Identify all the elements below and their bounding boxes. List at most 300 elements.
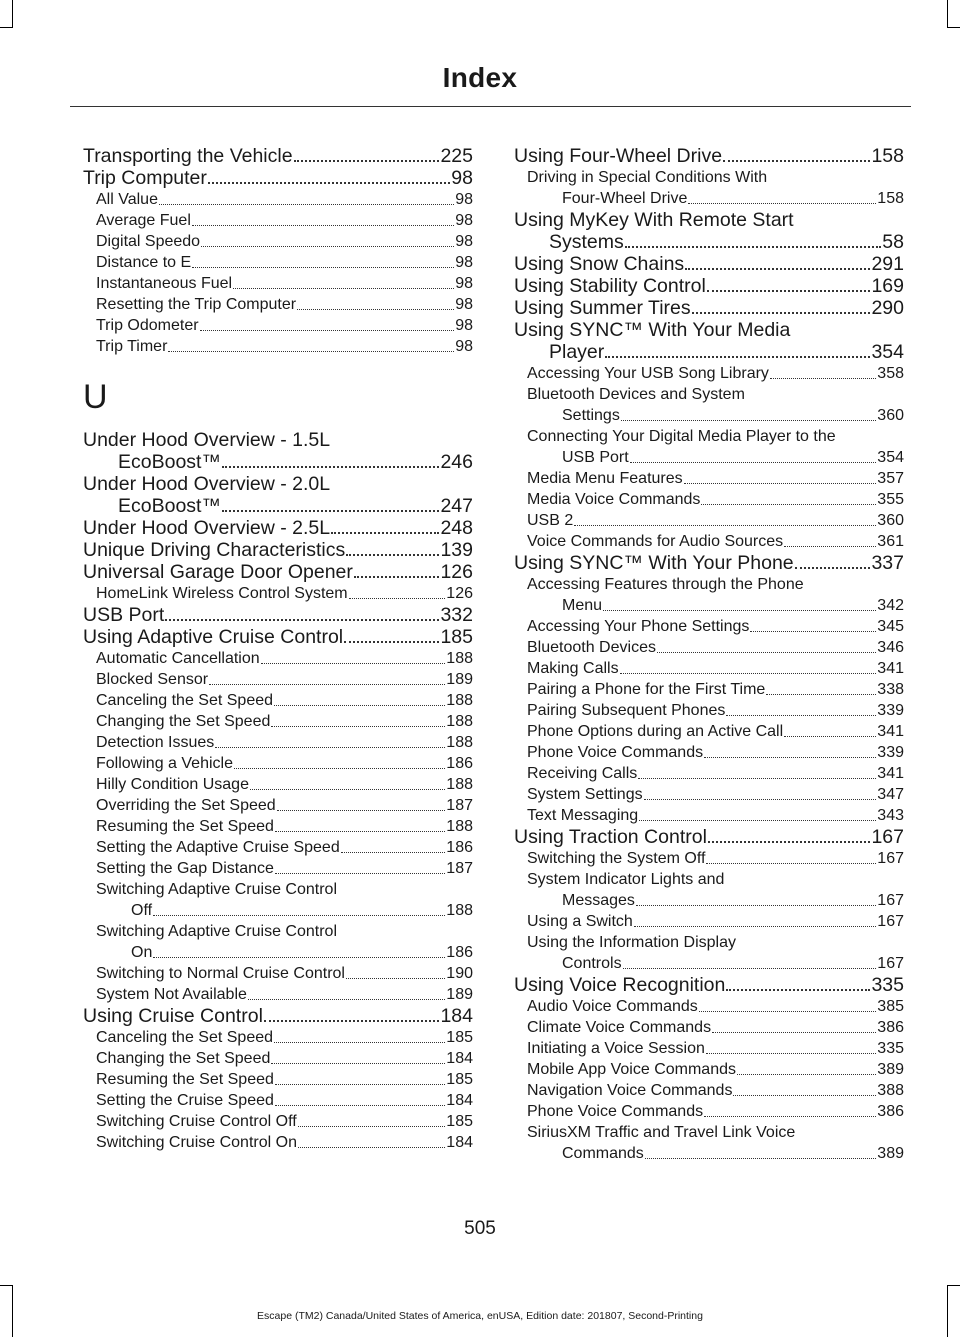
index-entry[interactable] — [514, 253, 904, 275]
entry-page-number: 337 — [871, 552, 904, 574]
entry-text: Using Adaptive Cruise Control — [83, 626, 344, 648]
dot-leader — [271, 725, 445, 727]
entry-page-number: 139 — [440, 539, 473, 561]
entry-text: Connecting Your Digital Media Player to the — [527, 428, 836, 445]
entry-page-number: 341 — [877, 723, 904, 740]
entry-page-number: 185 — [446, 1113, 473, 1130]
index-subentry[interactable] — [83, 1069, 473, 1090]
dot-leader — [168, 350, 454, 352]
dot-leader — [625, 245, 882, 248]
dot-leader — [707, 289, 871, 292]
dot-leader — [297, 308, 454, 310]
index-subentry[interactable] — [514, 616, 904, 637]
index-entry[interactable] — [83, 1005, 473, 1027]
entry-text: System Indicator Lights and — [527, 871, 725, 888]
index-subentry[interactable] — [514, 468, 904, 489]
index-subentry[interactable] — [514, 1122, 904, 1164]
entry-text: Using Summer Tires — [514, 297, 691, 319]
entry-text: Using MyKey With Remote Start — [514, 209, 794, 231]
entry-page-number: 345 — [877, 618, 904, 635]
dot-leader — [346, 977, 445, 979]
index-entry[interactable] — [83, 429, 473, 473]
entry-text-continued: Off — [131, 902, 153, 919]
entry-text-continued: Player — [549, 341, 605, 363]
entry-text: Detection Issues — [96, 734, 215, 751]
dot-leader — [274, 1041, 445, 1043]
entry-page-number: 354 — [877, 449, 904, 466]
entry-text: Switching Cruise Control On — [96, 1134, 297, 1151]
entry-text: Hilly Condition Usage — [96, 776, 249, 793]
entry-text-continued: Settings — [562, 407, 620, 424]
entry-text: Universal Garage Door Opener — [83, 561, 353, 583]
dot-leader — [706, 1052, 876, 1054]
dot-leader — [701, 503, 876, 505]
page-number: 505 — [464, 1218, 496, 1239]
index-entry[interactable] — [83, 145, 473, 167]
index-entry[interactable] — [514, 319, 904, 363]
index-entry[interactable] — [83, 604, 473, 626]
entry-text: Automatic Cancellation — [96, 650, 260, 667]
entry-text: Changing the Set Speed — [96, 1050, 271, 1067]
dot-leader — [704, 756, 876, 758]
crop-mark-bottom-left-h — [0, 1285, 13, 1286]
dot-leader — [261, 662, 446, 664]
entry-text: Resetting the Trip Computer — [96, 296, 297, 313]
entry-page-number: 358 — [877, 365, 904, 382]
crop-mark-bottom-right-h — [947, 1285, 960, 1286]
index-subentry[interactable] — [83, 774, 473, 795]
entry-text: Using Voice Recognition — [514, 974, 726, 996]
dot-leader — [688, 202, 876, 204]
entry-page-number: 98 — [455, 296, 473, 313]
entry-page-number: 389 — [877, 1061, 904, 1078]
index-subentry[interactable] — [514, 911, 904, 932]
index-subentry[interactable] — [83, 583, 473, 604]
dot-leader — [200, 329, 455, 331]
entry-page-number: 126 — [440, 561, 473, 583]
entry-text: Resuming the Set Speed — [96, 818, 274, 835]
index-entry[interactable] — [83, 517, 473, 539]
entry-page-number: 187 — [446, 860, 473, 877]
index-subentry[interactable] — [83, 984, 473, 1005]
crop-mark-top-left-v — [12, 0, 13, 28]
dot-leader — [344, 640, 439, 643]
dot-leader — [250, 788, 445, 790]
index-subentry[interactable] — [514, 932, 904, 974]
entry-page-number: 185 — [440, 626, 473, 648]
dot-leader — [657, 651, 876, 653]
entry-page-number: 291 — [871, 253, 904, 275]
dot-leader — [331, 531, 439, 534]
index-subentry[interactable] — [83, 1090, 473, 1111]
index-entry[interactable] — [514, 974, 904, 996]
index-subentry[interactable] — [83, 858, 473, 879]
entry-text: Text Messaging — [527, 807, 639, 824]
dot-leader — [644, 798, 877, 800]
index-subentry[interactable] — [514, 363, 904, 384]
index-subentry[interactable] — [83, 252, 473, 273]
dot-leader — [733, 1094, 876, 1096]
entry-page-number: 290 — [871, 297, 904, 319]
dot-leader — [264, 1019, 440, 1022]
index-subentry[interactable] — [83, 1027, 473, 1048]
entry-page-number: 225 — [440, 145, 473, 167]
dot-leader — [636, 904, 876, 906]
index-subentry[interactable] — [83, 690, 473, 711]
dot-leader — [750, 630, 876, 632]
index-subentry[interactable] — [514, 1017, 904, 1038]
entry-page-number: 188 — [446, 902, 473, 919]
footer-edition-info: Escape (TM2) Canada/United States of America, enUSA, Edition date: 201807, Second-Printing — [257, 1310, 703, 1322]
crop-mark-top-right-h — [947, 27, 960, 28]
index-subentry[interactable] — [514, 1080, 904, 1101]
entry-page-number: 341 — [877, 765, 904, 782]
index-subentry[interactable] — [514, 658, 904, 679]
entry-page-number: 98 — [455, 338, 473, 355]
index-subentry[interactable] — [514, 721, 904, 742]
entry-text-continued: Menu — [562, 597, 603, 614]
entry-page-number: 98 — [451, 167, 473, 189]
index-subentry[interactable] — [514, 784, 904, 805]
dot-leader — [603, 609, 876, 611]
index-entry[interactable] — [83, 167, 473, 189]
dot-leader — [346, 553, 439, 556]
index-subentry[interactable] — [514, 637, 904, 658]
dot-leader — [201, 245, 454, 247]
entry-text: Using the Information Display — [527, 934, 736, 951]
index-column-right — [514, 145, 904, 1164]
entry-page-number: 339 — [877, 702, 904, 719]
dot-leader — [784, 545, 876, 547]
entry-page-number: 185 — [446, 1029, 473, 1046]
index-subentry[interactable] — [83, 189, 473, 210]
entry-text-continued: EcoBoost™ — [118, 451, 221, 473]
dot-leader — [271, 1062, 445, 1064]
entry-page-number: 248 — [440, 517, 473, 539]
entry-page-number: 158 — [871, 145, 904, 167]
entry-text: Blocked Sensor — [96, 671, 209, 688]
entry-text: Setting the Gap Distance — [96, 860, 274, 877]
entry-text: Using Cruise Control — [83, 1005, 263, 1027]
dot-leader — [723, 159, 870, 162]
entry-text: Switching Adaptive Cruise Control — [96, 881, 338, 898]
index-subentry[interactable] — [83, 1132, 473, 1153]
entry-text: Media Menu Features — [527, 470, 683, 487]
entry-text: Using Stability Control — [514, 275, 706, 297]
entry-page-number: 98 — [455, 233, 473, 250]
entry-text: System Settings — [527, 786, 643, 803]
entry-text: USB Port — [83, 604, 165, 626]
index-subentry[interactable] — [83, 231, 473, 252]
page-title: Index — [442, 62, 518, 93]
dot-leader — [634, 925, 876, 927]
entry-text-continued: On — [131, 944, 153, 961]
entry-text: Accessing Your Phone Settings — [527, 618, 750, 635]
index-entry[interactable] — [514, 209, 904, 253]
index-subentry[interactable] — [83, 336, 473, 357]
dot-leader — [209, 683, 445, 685]
dot-leader — [192, 224, 454, 226]
entry-text: Resuming the Set Speed — [96, 1071, 274, 1088]
entry-page-number: 98 — [455, 212, 473, 229]
entry-text: Under Hood Overview - 2.5L — [83, 517, 331, 539]
entry-page-number: 357 — [877, 470, 904, 487]
entry-text-continued: Commands — [562, 1145, 644, 1162]
entry-page-number: 347 — [877, 786, 904, 803]
index-entry[interactable] — [83, 561, 473, 583]
index-subentry[interactable] — [514, 763, 904, 784]
entry-text: Setting the Adaptive Cruise Speed — [96, 839, 340, 856]
entry-page-number: 189 — [446, 986, 473, 1003]
index-subentry[interactable] — [514, 1059, 904, 1080]
entry-text: Under Hood Overview - 1.5L — [83, 429, 331, 451]
index-subentry[interactable] — [514, 700, 904, 721]
dot-leader — [215, 746, 445, 748]
index-subentry[interactable] — [83, 711, 473, 732]
dot-leader — [726, 988, 870, 991]
dot-leader — [605, 355, 870, 358]
entry-page-number: 98 — [455, 275, 473, 292]
entry-page-number: 184 — [446, 1050, 473, 1067]
entry-page-number: 169 — [871, 275, 904, 297]
entry-page-number: 186 — [446, 755, 473, 772]
dot-leader — [341, 851, 446, 853]
entry-text: Switching Cruise Control Off — [96, 1113, 297, 1130]
entry-page-number: 354 — [871, 341, 904, 363]
entry-page-number: 360 — [877, 512, 904, 529]
dot-leader — [630, 461, 877, 463]
dot-leader — [737, 1073, 876, 1075]
index-subentry[interactable] — [83, 294, 473, 315]
index-entry[interactable] — [514, 145, 904, 167]
entry-text: Setting the Cruise Speed — [96, 1092, 274, 1109]
dot-leader — [766, 693, 876, 695]
entry-text: Initiating a Voice Session — [527, 1040, 705, 1057]
entry-text: System Not Available — [96, 986, 247, 1003]
dot-leader — [294, 159, 440, 162]
entry-page-number: 346 — [877, 639, 904, 656]
entry-page-number: 186 — [446, 839, 473, 856]
entry-text: Mobile App Voice Commands — [527, 1061, 736, 1078]
dot-leader — [684, 482, 877, 484]
entry-page-number: 187 — [446, 797, 473, 814]
index-entry[interactable] — [514, 275, 904, 297]
dot-leader — [275, 1083, 445, 1085]
dot-leader — [685, 267, 870, 270]
index-subentry[interactable] — [83, 816, 473, 837]
index-entry[interactable] — [83, 626, 473, 648]
entry-page-number: 185 — [446, 1071, 473, 1088]
entry-page-number: 167 — [877, 913, 904, 930]
entry-text: HomeLink Wireless Control System — [96, 585, 348, 602]
dot-leader — [770, 377, 876, 379]
entry-text: Unique Driving Characteristics — [83, 539, 346, 561]
index-subentry[interactable] — [83, 837, 473, 858]
index-subentry[interactable] — [514, 869, 904, 911]
entry-page-number: 184 — [446, 1092, 473, 1109]
entry-text: Under Hood Overview - 2.0L — [83, 473, 331, 495]
dot-leader — [354, 575, 440, 578]
entry-text-continued: Four-Wheel Drive — [562, 190, 688, 207]
entry-text: Climate Voice Commands — [527, 1019, 712, 1036]
dot-leader — [620, 672, 877, 674]
entry-text: USB 2 — [527, 512, 574, 529]
entry-text: Bluetooth Devices — [527, 639, 656, 656]
entry-text-continued: Systems — [549, 231, 624, 253]
index-subentry[interactable] — [514, 1101, 904, 1122]
entry-page-number: 188 — [446, 776, 473, 793]
entry-text: Navigation Voice Commands — [527, 1082, 733, 1099]
dot-leader — [726, 714, 876, 716]
entry-page-number: 335 — [877, 1040, 904, 1057]
dot-leader — [706, 862, 876, 864]
index-subentry[interactable] — [83, 1111, 473, 1132]
index-entry[interactable] — [514, 297, 904, 319]
entry-page-number: 335 — [871, 974, 904, 996]
entry-page-number: 188 — [446, 692, 473, 709]
index-subentry[interactable] — [83, 879, 473, 921]
index-subentry[interactable] — [514, 167, 904, 209]
entry-text: Following a Vehicle — [96, 755, 233, 772]
index-subentry[interactable] — [83, 732, 473, 753]
entry-text: Using Four-Wheel Drive — [514, 145, 723, 167]
index-subentry[interactable] — [83, 648, 473, 669]
dot-leader — [233, 287, 454, 289]
index-column-left — [83, 145, 473, 1153]
dot-leader — [645, 1157, 876, 1159]
entry-page-number: 385 — [877, 998, 904, 1015]
entry-text: Using SYNC™ With Your Media — [514, 319, 791, 341]
entry-text: Trip Odometer — [96, 317, 199, 334]
entry-text: Voice Commands for Audio Sources — [527, 533, 784, 550]
index-subentry[interactable] — [514, 679, 904, 700]
dot-leader — [704, 1115, 876, 1117]
entry-page-number: 355 — [877, 491, 904, 508]
entry-page-number: 389 — [877, 1145, 904, 1162]
entry-text: Digital Speedo — [96, 233, 201, 250]
index-subentry[interactable] — [83, 963, 473, 984]
entry-text-continued: EcoBoost™ — [118, 495, 221, 517]
entry-text: Switching to Normal Cruise Control — [96, 965, 345, 982]
entry-text: Media Voice Commands — [527, 491, 701, 508]
entry-text: Transporting the Vehicle — [83, 145, 293, 167]
index-entry[interactable] — [514, 552, 904, 574]
entry-page-number: 158 — [877, 190, 904, 207]
dot-leader — [349, 597, 446, 599]
entry-text: Receiving Calls — [527, 765, 638, 782]
entry-text: Driving in Special Conditions With — [527, 169, 768, 186]
entry-text: Bluetooth Devices and System — [527, 386, 745, 403]
index-entry[interactable] — [514, 826, 904, 848]
entry-text: Switching the System Off — [527, 850, 706, 867]
index-subentry[interactable] — [83, 315, 473, 336]
dot-leader — [574, 524, 876, 526]
index-subentry[interactable] — [514, 489, 904, 510]
entry-page-number: 338 — [877, 681, 904, 698]
entry-text: Using a Switch — [527, 913, 633, 930]
entry-page-number: 167 — [877, 955, 904, 972]
index-subentry[interactable] — [83, 669, 473, 690]
entry-text: Canceling the Set Speed — [96, 1029, 274, 1046]
dot-leader — [638, 777, 876, 779]
dot-leader — [192, 266, 454, 268]
dot-leader — [784, 735, 876, 737]
index-subentry[interactable] — [514, 510, 904, 531]
dot-leader — [699, 1010, 877, 1012]
entry-page-number: 339 — [877, 744, 904, 761]
entry-page-number: 388 — [877, 1082, 904, 1099]
index-subentry[interactable] — [83, 1048, 473, 1069]
index-subentry[interactable] — [514, 996, 904, 1017]
entry-text: SiriusXM Traffic and Travel Link Voice — [527, 1124, 796, 1141]
dot-leader — [159, 203, 454, 205]
dot-leader — [298, 1146, 445, 1148]
index-subentry[interactable] — [514, 1038, 904, 1059]
dot-leader — [621, 419, 876, 421]
index-subentry[interactable] — [514, 384, 904, 426]
index-subentry[interactable] — [83, 273, 473, 294]
crop-mark-top-right-v — [947, 0, 948, 28]
dot-leader — [275, 1104, 445, 1106]
dot-leader — [708, 840, 871, 843]
index-subentry[interactable] — [83, 795, 473, 816]
index-subentry[interactable] — [514, 426, 904, 468]
entry-page-number: 361 — [877, 533, 904, 550]
crop-mark-top-left-h — [0, 27, 13, 28]
index-subentry[interactable] — [83, 210, 473, 231]
index-subentry[interactable] — [514, 805, 904, 826]
entry-text: Distance to E — [96, 254, 192, 271]
index-subentry[interactable] — [514, 848, 904, 869]
entry-text: All Value — [96, 191, 158, 208]
entry-page-number: 98 — [455, 317, 473, 334]
index-entry[interactable] — [83, 539, 473, 561]
entry-text: Using Snow Chains — [514, 253, 685, 275]
entry-page-number: 188 — [446, 713, 473, 730]
entry-page-number: 341 — [877, 660, 904, 677]
entry-text-continued: Messages — [562, 892, 635, 909]
entry-text: Switching Adaptive Cruise Control — [96, 923, 338, 940]
entry-text: Accessing Features through the Phone — [527, 576, 804, 593]
entry-page-number: 184 — [440, 1005, 473, 1027]
dot-leader — [277, 809, 446, 811]
entry-page-number: 126 — [446, 585, 473, 602]
entry-text: Pairing Subsequent Phones — [527, 702, 726, 719]
entry-page-number: 184 — [446, 1134, 473, 1151]
entry-page-number: 342 — [877, 597, 904, 614]
dot-leader — [692, 311, 871, 314]
entry-page-number: 190 — [446, 965, 473, 982]
entry-text: Audio Voice Commands — [527, 998, 698, 1015]
entry-page-number: 188 — [446, 818, 473, 835]
entry-text: Trip Timer — [96, 338, 168, 355]
dot-leader — [274, 704, 445, 706]
index-subentry[interactable] — [514, 742, 904, 763]
dot-leader — [623, 967, 877, 969]
entry-text: Pairing a Phone for the First Time — [527, 681, 766, 698]
index-subentry[interactable] — [83, 921, 473, 963]
dot-leader — [298, 1125, 446, 1127]
index-subentry[interactable] — [83, 753, 473, 774]
index-letter-heading: U — [83, 378, 108, 416]
index-entry[interactable] — [83, 473, 473, 517]
dot-leader — [153, 956, 445, 958]
entry-page-number: 360 — [877, 407, 904, 424]
index-subentry[interactable] — [514, 531, 904, 552]
dot-leader — [222, 465, 439, 468]
index-subentry[interactable] — [514, 574, 904, 616]
entry-text: Overriding the Set Speed — [96, 797, 276, 814]
